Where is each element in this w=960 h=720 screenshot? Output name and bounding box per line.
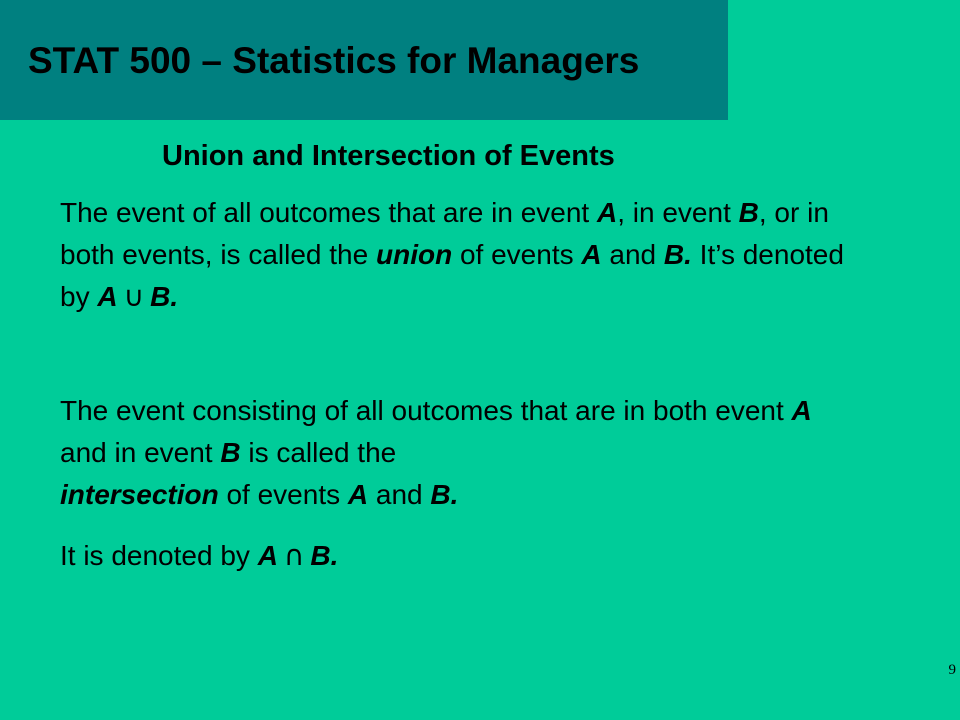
event-b: B.: [663, 239, 692, 270]
text-run: of events: [218, 479, 348, 510]
page-number: 9: [948, 662, 956, 678]
text-run: and: [601, 239, 664, 270]
union-symbol: ∪: [123, 280, 145, 313]
intersection-notation: [60, 535, 860, 577]
event-b: B.: [430, 479, 459, 510]
union-definition: [60, 192, 860, 318]
course-title: STAT 500 – Statistics for Managers: [28, 40, 640, 81]
intersection-symbol: ∩: [283, 539, 305, 572]
event-a: A: [97, 281, 118, 312]
intersection-definition: [60, 390, 860, 516]
union-term: union: [375, 239, 453, 270]
event-b: B: [738, 197, 759, 228]
text-run: The event consisting of all outcomes that are in both event: [60, 395, 792, 426]
event-b: B.: [150, 281, 179, 312]
event-a: A: [596, 197, 618, 228]
text-run: , or in both events, is called the: [60, 197, 829, 270]
text-run: It’s denoted by: [60, 239, 844, 312]
text-run: and in event: [60, 437, 221, 468]
text-run: of events: [452, 239, 582, 270]
text-run: It is denoted by: [60, 540, 258, 571]
intersection-term: intersection: [60, 479, 219, 510]
event-a: A: [257, 540, 278, 571]
section-heading: Union and Intersection of Events: [162, 140, 615, 172]
text-run: , in event: [617, 197, 739, 228]
event-b: B: [220, 437, 241, 468]
text-run: The event of all outcomes that are in event: [60, 197, 597, 228]
event-a: A: [791, 395, 812, 426]
event-b: B.: [310, 540, 339, 571]
text-run: and: [368, 479, 431, 510]
text-run: is called the: [240, 437, 397, 468]
event-a: A: [581, 239, 602, 270]
event-a: A: [347, 479, 369, 510]
